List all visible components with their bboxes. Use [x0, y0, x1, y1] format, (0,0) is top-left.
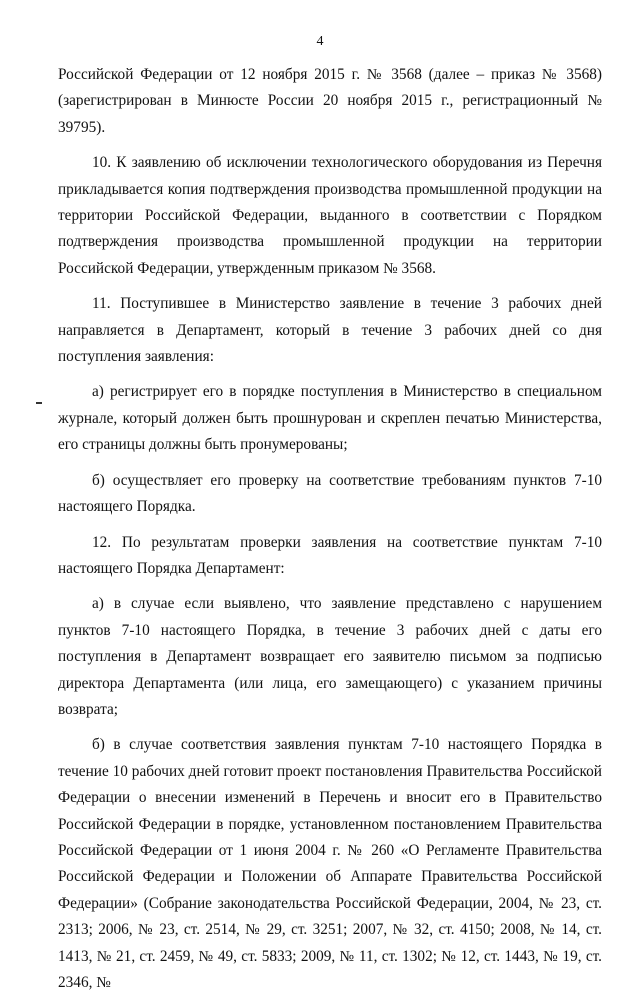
scan-mark	[36, 402, 42, 404]
paragraph-item-11a: а) регистрирует его в порядке поступления в Министерство в специальном журнале, который должен быть прошнурован и скреплен печатью Министерства, его страницы должны быть пронумерованы;	[58, 383, 602, 454]
paragraph-item-10: 10. К заявлению об исключении технологического оборудования из Перечня прикладывается копия подтверждения производства промышленной продукции на территории Российской Федерации, выданного в соответствии с Порядком подтверждения производства промышленной продукции на территории Российской Федерации, утвержденным приказом № 3568.	[58, 154, 602, 277]
paragraph-item-12b: б) в случае соответствия заявления пунктам 7-10 настоящего Порядка в течение 10 рабочих дней готовит проект постановления Правительства Российской Федерации о внесении изменений в Перечень и вносит его в Правительство Российской Федерации в порядке, установленном постановлением Правительства Российской Федерации от 1 июня 2004 г. № 260 «О Регламенте Правительства Российской Федерации и Положении об Аппарате Правительства Российской Федерации» (Собрание законодательства Российской Федерации, 2004, № 23, ст. 2313; 2006, № 23, ст. 2514, № 29, ст. 3251; 2007, № 32, ст. 4150; 2008, № 14, ст. 1413, № 21, ст. 2459, № 49, ст. 5833; 2009, № 11, ст. 1302; № 12, ст. 1443, № 19, ст. 2346, №	[58, 736, 602, 991]
paragraph-item-12: 12. По результатам проверки заявления на соответствие пунктам 7-10 настоящего Порядка Департамент:	[58, 533, 602, 577]
paragraph-item-11b: б) осуществляет его проверку на соответствие требованиям пунктов 7-10 настоящего Порядка.	[58, 471, 602, 516]
paragraph-item-11: 11. Поступившее в Министерство заявление в течение 3 рабочих дней направляется в Департамент, который в течение 3 рабочих дней со дня поступления заявления:	[58, 295, 602, 366]
paragraph-continuation: Российской Федерации от 12 ноября 2015 г. № 3568 (далее – приказ № 3568) (зарегистрирован в Минюсте России 20 ноября 2015 г., регистрационный № 39795).	[58, 66, 602, 136]
document-body	[58, 62, 602, 996]
paragraph-item-12a: а) в случае если выявлено, что заявление представлено с нарушением пунктов 7-10 настоящего Порядка, в течение 3 рабочих дней с даты его поступления в Департамент возвращает его заявителю письмом за подписью директора Департамента (или лица, его замещающего) с указанием причины возврата;	[58, 595, 602, 718]
page-number: 4	[316, 34, 324, 49]
